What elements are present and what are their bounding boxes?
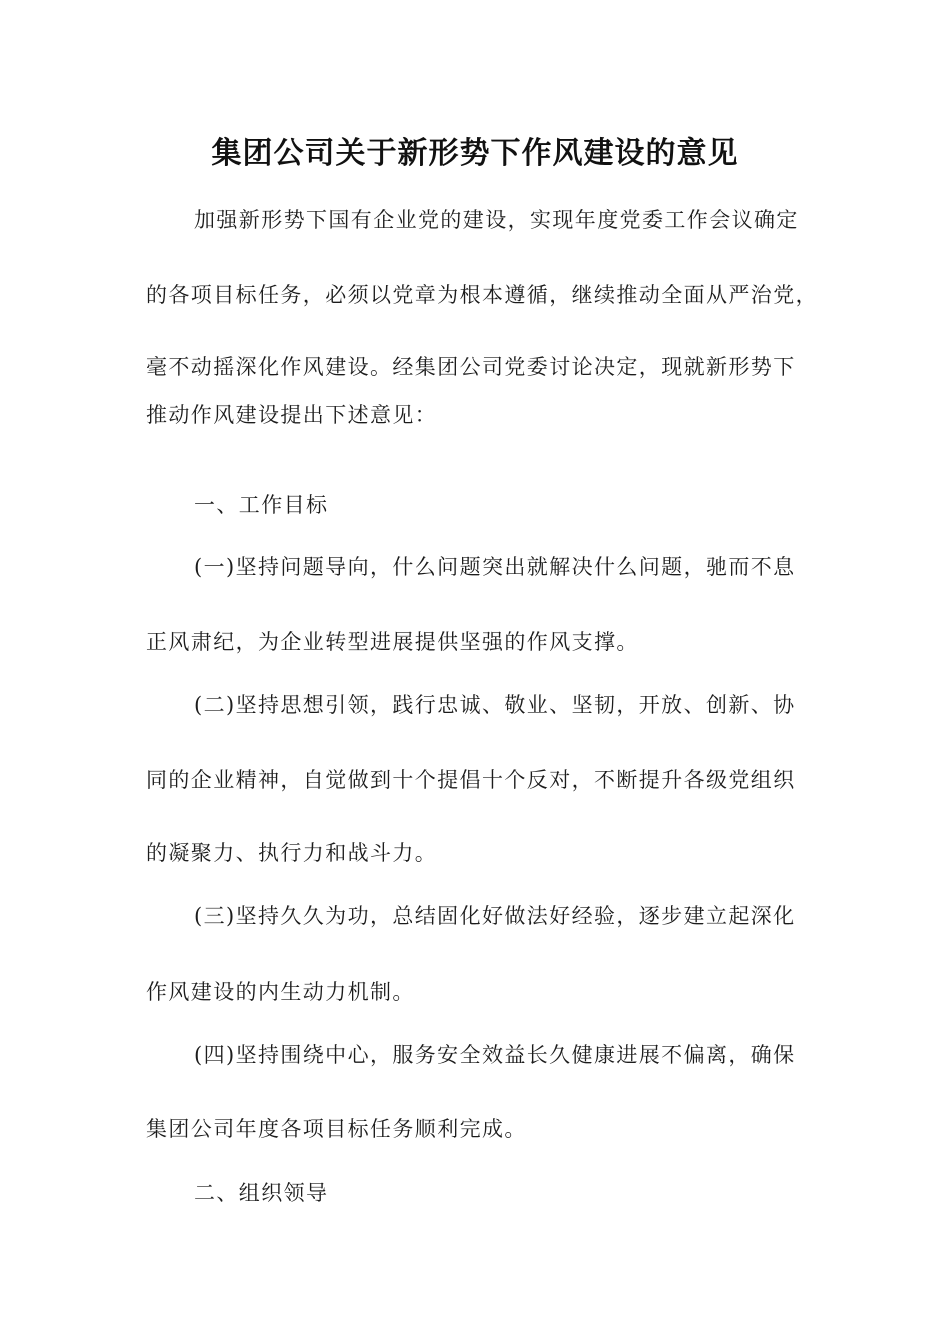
paragraph-line: (二)坚持思想引领，践行忠诚、敬业、坚韧，开放、创新、协 — [194, 693, 796, 717]
section-heading: 二、组织领导 — [194, 1181, 329, 1205]
paragraph-line: (四)坚持围绕中心，服务安全效益长久健康进展不偏离，确保 — [194, 1043, 796, 1067]
section-heading: 一、工作目标 — [194, 493, 329, 517]
paragraph-line: 加强新形势下国有企业党的建设，实现年度党委工作会议确定 — [194, 208, 799, 232]
paragraph-line: 正风肃纪，为企业转型进展提供坚强的作风支撑。 — [146, 630, 639, 654]
document-title: 集团公司关于新形势下作风建设的意见 — [211, 136, 739, 171]
paragraph-line: 作风建设的内生动力机制。 — [146, 980, 415, 1004]
paragraph-line: 的各项目标任务，必须以党章为根本遵循，继续推动全面从严治党， — [146, 283, 818, 307]
paragraph-line: 毫不动摇深化作风建设。经集团公司党委讨论决定，现就新形势下 — [146, 355, 796, 379]
paragraph-line: 同的企业精神，自觉做到十个提倡十个反对，不断提升各级党组织 — [146, 768, 796, 792]
paragraph-line: (三)坚持久久为功，总结固化好做法好经验，逐步建立起深化 — [194, 904, 796, 928]
paragraph-line: 推动作风建设提出下述意见： — [146, 403, 438, 427]
paragraph-line: (一)坚持问题导向，什么问题突出就解决什么问题，驰而不息 — [194, 555, 796, 579]
paragraph-line: 的凝聚力、执行力和战斗力。 — [146, 841, 438, 865]
paragraph-line: 集团公司年度各项目标任务顺利完成。 — [146, 1117, 527, 1141]
